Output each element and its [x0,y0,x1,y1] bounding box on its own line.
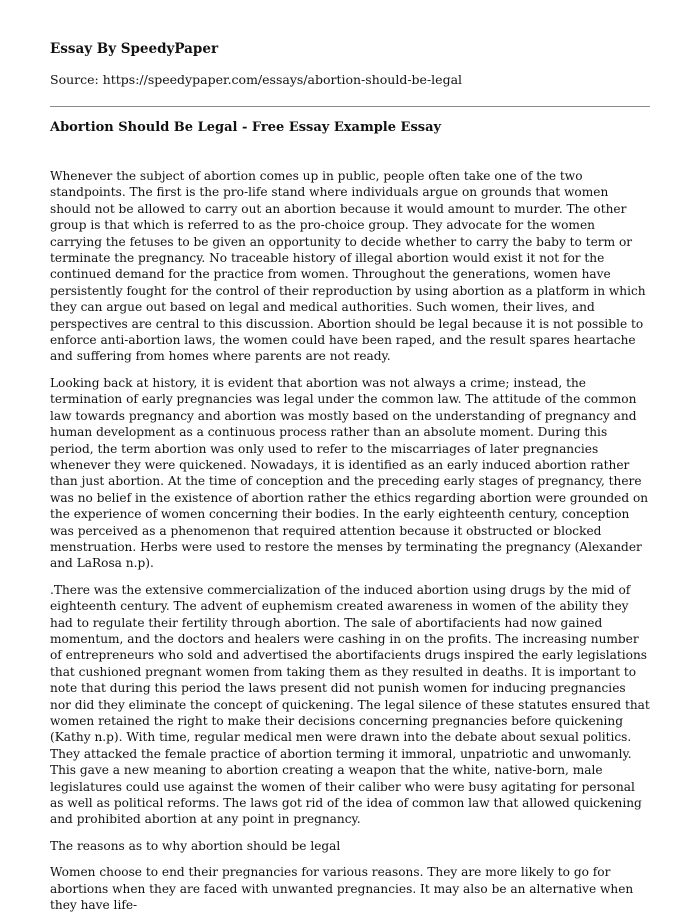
paragraph: Women choose to end their pregnancies for various reasons. They are more likely to go for abortions when they are faced with unwanted pregnancies. It may also be an alternative when they have life- [50,865,634,913]
divider [50,106,650,107]
essay-body [50,168,650,913]
brand-heading: Essay By SpeedyPaper [50,41,219,57]
section-heading: The reasons as to why abortion should be legal [50,838,341,853]
paragraph: .There was the extensive commercialization of the induced abortion using drugs by the mid of eighteenth century. The advent of euphemism created awareness in women of the ability they had to regulate their fertility through abortion. The sale of abortifacients had now gained momentum, and the doctors and healers were cashing in on the profits. The increasing number of entrepreneurs who sold and advertised the abortifacients drugs inspired the early legislations that cushioned pregnant women from taking them as they resulted in deaths. It is important to note that during this period the laws present did not punish women for inducing pregnancies nor did they eliminate the concept of quickening. The legal silence of these statutes ensured that women retained the right to make their decisions concerning pregnancies before quickening (Kathy n.p). With time, regular medical men were drawn into the debate about sexual politics. They attacked the female practice of abortion terming it immoral, unpatriotic and unwomanly. This gave a new meaning to abortion creating a weapon that the white, native-born, male legislatures could use against the women of their caliber who were busy agitating for personal as well as political reforms. The laws got rid of the idea of common law that allowed quickening and prohibited abortion at any point in pregnancy. [50,582,650,827]
source-line: Source: https://speedypaper.com/essays/abortion-should-be-legal [50,72,463,87]
paragraph: Whenever the subject of abortion comes up in public, people often take one of the two standpoints. The first is the pro-life stand where individuals argue on grounds that women should not be allowed to carry out an abortion because it would amount to murder. The other group is that which is referred to as the pro-choice group. They advocate for the women carrying the fetuses to be given an opportunity to decide whether to carry the baby to term or terminate the pregnancy. No traceable history of illegal abortion would exist it not for the continued demand for the practice from women. Throughout the generations, women have persistently fought for the control of their reproduction by using abortion as a platform in which they can argue out based on legal and medical authorities. Such women, their lives, and perspectives are central to this discussion. Abortion should be legal because it is not possible to enforce anti-abortion laws, the women could have been raped, and the result spares heartache and suffering from homes where parents are not ready. [50,169,646,364]
essay-title: Abortion Should Be Legal - Free Essay Example Essay [50,120,442,135]
paragraph: Looking back at history, it is evident that abortion was not always a crime; instead, the termination of early pregnancies was legal under the common law. The attitude of the common law towards pregnancy and abortion was mostly based on the understanding of pregnancy and human development as a continuous process rather than an absolute moment. During this period, the term abortion was only used to refer to the miscarriages of later pregnancies whenever they were quickened. Nowadays, it is identified as an early induced abortion rather than just abortion. At the time of conception and the preceding early stages of pregnancy, there was no belief in the existence of abortion rather the ethics regarding abortion were grounded on the experience of women concerning their bodies. In the early eighteenth century, conception was perceived as a phenomenon that required attention because it obstructed or blocked menstruation. Herbs were used to restore the menses by terminating the pregnancy (Alexander and LaRosa n.p). [50,375,649,571]
